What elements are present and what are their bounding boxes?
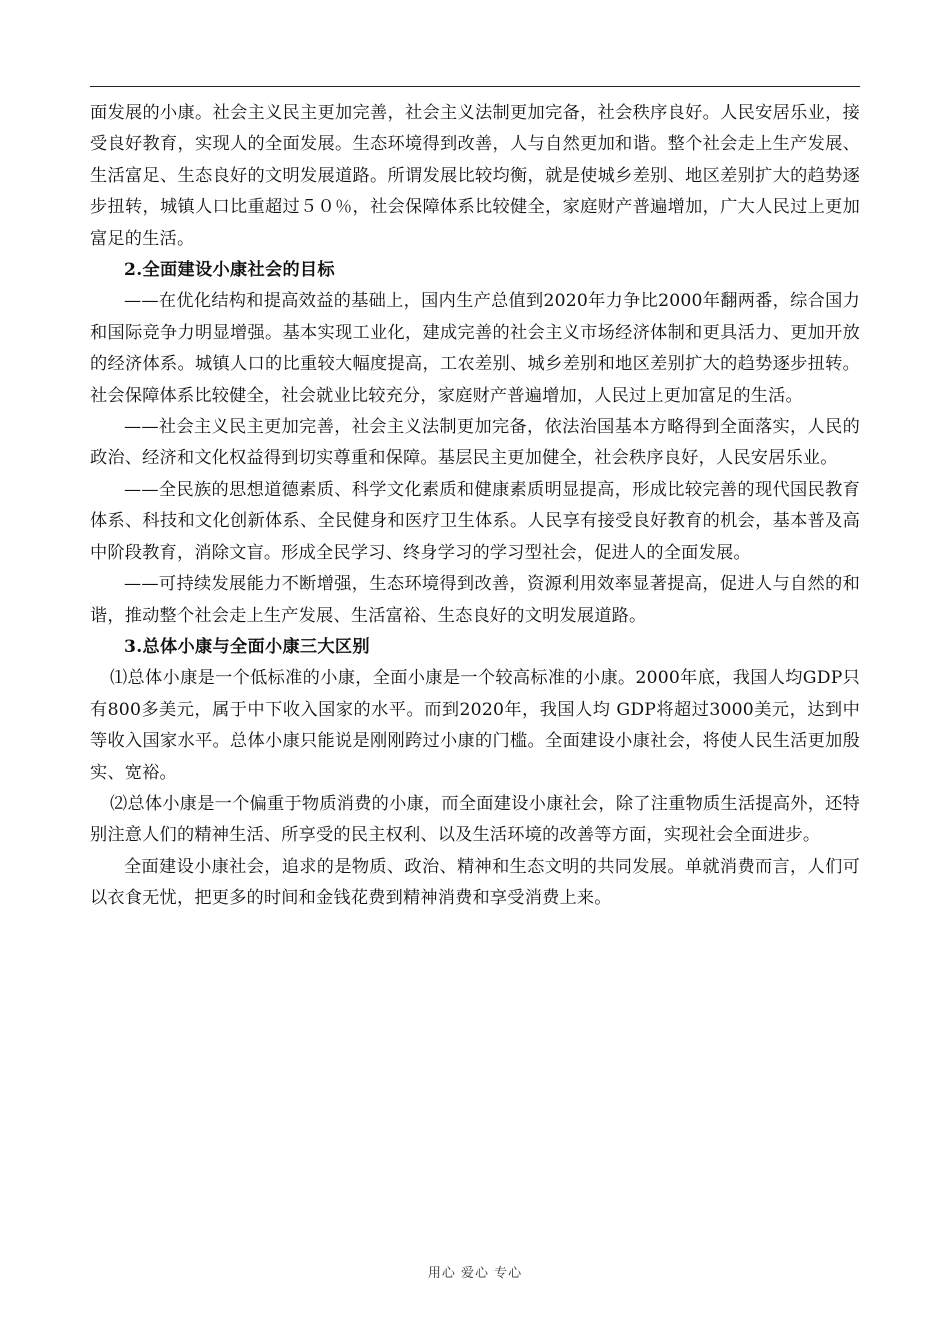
paragraph-goal-democracy: ——社会主义民主更加完善，社会主义法制更加完备，依法治国基本方略得到全面落实，人民的政治、经济和文化权益得到切实尊重和保障。基层民主更加健全，社会秩序良好，人民安居乐业。 [90, 417, 860, 469]
document-body [90, 98, 860, 915]
section-heading-2: 2.全面建设小康社会的目标 [124, 260, 335, 281]
page-footer: 用心 爱心 专心 [427, 1266, 523, 1281]
enumerated-item-2: ⑵总体小康是一个偏重于物质消费的小康，而全面建设小康社会，除了注重物质生活提高外，还特别注意人们的精神生活、所享受的民主权利、以及生活环境的改善等方面，实现社会全面进步。 [90, 793, 860, 846]
paragraph-continuation: 面发展的小康。社会主义民主更加完善，社会主义法制更加完备，社会秩序良好。人民安居乐业，接受良好教育，实现人的全面发展。生态环境得到改善，人与自然更加和谐。整个社会走上生产发展、生活富足、生态良好的文明发展道路。所谓发展比较均衡，就是使城乡差别、地区差别扩大的趋势逐步扭转，城镇人口比重超过５０％，社会保障体系比较健全，家庭财产普遍增加，广大人民过上更加富足的生活。 [90, 103, 860, 249]
section-heading-3: 3.总体小康与全面小康三大区别 [124, 636, 370, 657]
header-rule [90, 86, 860, 87]
paragraph-goal-sustainability: ——可持续发展能力不断增强，生态环境得到改善，资源利用效率显著提高，促进人与自然的和谐，推动整个社会走上生产发展、生活富裕、生态良好的文明发展道路。 [90, 574, 860, 626]
paragraph-conclusion: 全面建设小康社会，追求的是物质、政治、精神和生态文明的共同发展。单就消费而言，人们可以衣食无忧，把更多的时间和金钱花费到精神消费和享受消费上来。 [90, 856, 860, 909]
paragraph-goal-education: ——全民族的思想道德素质、科学文化素质和健康素质明显提高，形成比较完善的现代国民教育体系、科技和文化创新体系、全民健身和医疗卫生体系。人民享有接受良好教育的机会，基本普及高中阶段教育，消除文盲。形成全民学习、终身学习的学习型社会，促进人的全面发展。 [90, 479, 860, 563]
paragraph-goal-economy: ——在优化结构和提高效益的基础上，国内生产总值到2020年力争比2000年翻两番，综合国力和国际竞争力明显增强。基本实现工业化，建成完善的社会主义市场经济体制和更具活力、更加开放的经济体系。城镇人口的比重较大幅度提高，工农差别、城乡差别和地区差别扩大的趋势逐步扭转。社会保障体系比较健全，社会就业比较充分，家庭财产普遍增加，人民过上更加富足的生活。 [90, 291, 860, 406]
enumerated-item-1: ⑴总体小康是一个低标准的小康，全面小康是一个较高标准的小康。2000年底，我国人均GDP只有800多美元，属于中下收入国家的水平。而到2020年，我国人均 GDP将超过3000美元，达到中等收入国家水平。总体小康只能说是刚刚跨过小康的门槛。全面建设小康社会，将使人民生活更加殷实、宽裕。 [90, 668, 860, 783]
